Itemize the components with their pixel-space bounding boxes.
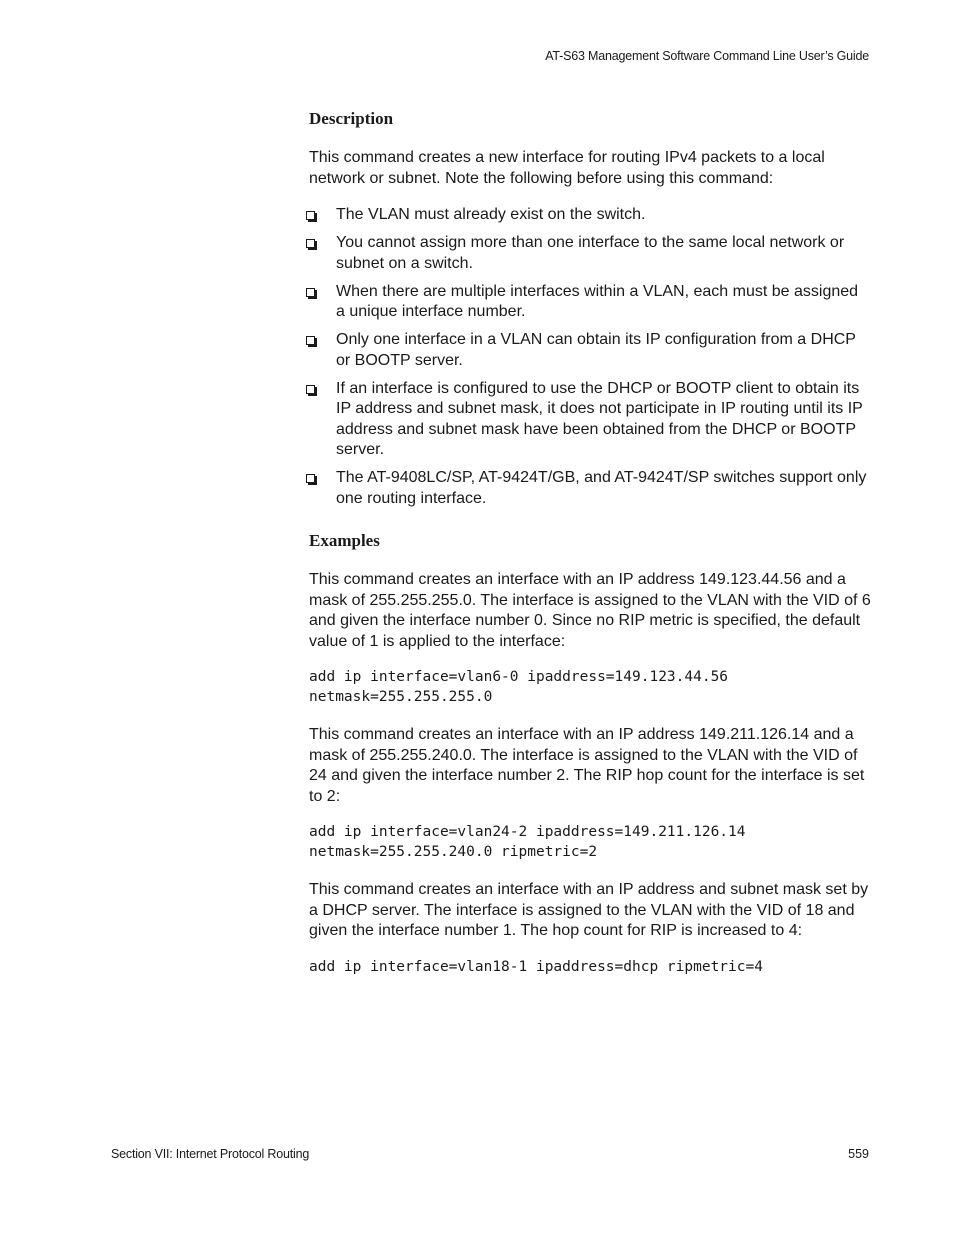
checkbox-bullet-icon — [306, 385, 315, 394]
list-item-text: Only one interface in a VLAN can obtain its IP configuration from a DHCP or BOOTP server. — [336, 331, 856, 369]
example-1-code: add ip interface=vlan6-0 ipaddress=149.123.44.56 netmask=255.255.255.0 — [309, 669, 729, 705]
list-item-text: If an interface is configured to use the DHCP or BOOTP client to obtain its IP address and subnet mask, it does not participate in IP routing until its IP address and subnet mask have been obtained from the DHCP or BOOTP server. — [336, 379, 863, 458]
notes-list — [306, 205, 871, 509]
list-item — [306, 330, 871, 371]
page-number: 559 — [848, 1147, 869, 1161]
list-item-text: When there are multiple interfaces within a VLAN, each must be assigned a unique interface number. — [336, 282, 859, 320]
example-3-text: This command creates an interface with an IP address and subnet mask set by a DHCP server. The interface is assigned to the VLAN with the VID of 18 and given the interface number 1. The hop count for RIP is increased to 4: — [309, 881, 869, 939]
list-item — [306, 379, 871, 461]
checkbox-bullet-icon — [306, 288, 315, 297]
checkbox-bullet-icon — [306, 211, 315, 220]
description-heading: Description — [309, 109, 394, 128]
example-2-text: This command creates an interface with an IP address 149.211.126.14 and a mask of 255.255.240.0. The interface is assigned to the VLAN with the VID of 24 and given the interface number 2. The RIP hop count for the interface is set to 2: — [309, 726, 865, 805]
checkbox-bullet-icon — [306, 336, 315, 345]
description-intro: This command creates a new interface for routing IPv4 packets to a local network or subnet. Note the following before using this command: — [309, 149, 825, 187]
example-1-text: This command creates an interface with an IP address 149.123.44.56 and a mask of 255.255.255.0. The interface is assigned to the VLAN with the VID of 6 and given the interface number 0. Since no RIP metric is specified, the default value of 1 is applied to the interface: — [309, 571, 871, 650]
checkbox-bullet-icon — [306, 474, 315, 483]
list-item — [306, 282, 871, 323]
examples-heading: Examples — [309, 531, 380, 550]
list-item-text: The VLAN must already exist on the switch. — [336, 206, 646, 223]
list-item-text: The AT-9408LC/SP, AT-9424T/GB, and AT-9424T/SP switches support only one routing interface. — [336, 469, 867, 507]
checkbox-bullet-icon — [306, 239, 315, 248]
list-item — [306, 468, 871, 509]
list-item — [306, 233, 871, 274]
running-header: AT-S63 Management Software Command Line User’s Guide — [545, 49, 869, 63]
list-item — [306, 205, 871, 226]
example-2-code: add ip interface=vlan24-2 ipaddress=149.211.126.14 netmask=255.255.240.0 ripmetric=2 — [309, 824, 746, 860]
footer-section: Section VII: Internet Protocol Routing — [111, 1147, 310, 1161]
page-content — [309, 107, 874, 995]
list-item-text: You cannot assign more than one interface to the same local network or subnet on a switch. — [336, 234, 845, 272]
example-3-code: add ip interface=vlan18-1 ipaddress=dhcp ripmetric=4 — [309, 958, 763, 975]
